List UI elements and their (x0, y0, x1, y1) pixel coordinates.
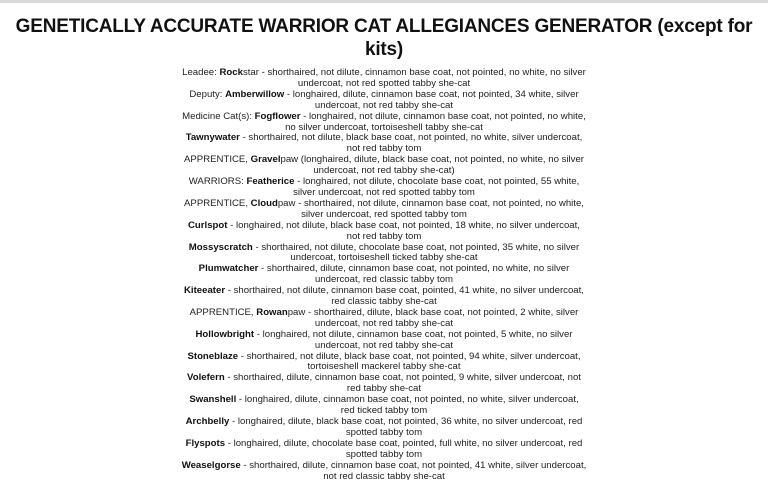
cat-description: - shorthaired, dilute, cinnamon base coat, not pointed, 9 white, silver undercoat, not red tabby she-cat (224, 372, 581, 395)
cat-description: - shorthaired, not dilute, black base coat, not pointed, no white, silver undercoat, not red tabby tom (239, 132, 583, 155)
cat-description: - shorthaired, not dilute, cinnamon base coat, not pointed, no white, no silver undercoat, not red spotted tabby she-cat (258, 67, 586, 89)
cat-name-suffix: paw (277, 197, 296, 209)
cat-description: - longhaired, not dilute, cinnamon base coat, not pointed, no white, no silver undercoat, tortoiseshell tabby she-cat (285, 110, 586, 133)
cat-name-prefix: Volefern (187, 372, 225, 384)
cat-name-prefix: Amberwillow (225, 88, 285, 100)
cat-name-prefix: Archbelly (185, 416, 230, 427)
allegiances-list (182, 68, 587, 480)
cat-entry-warrior (182, 439, 587, 461)
rank-label: Medicine Cat(s): (182, 110, 255, 122)
cat-entry-apprentice (182, 308, 587, 330)
rank-label: WARRIORS: (188, 176, 247, 188)
cat-name-prefix: Flyspots (185, 437, 226, 449)
rank-label: APPRENTICE, (189, 306, 257, 318)
cat-description: - longhaired, dilute, cinnamon base coat, not pointed, 34 white, silver undercoat, not red tabby she-cat (284, 88, 579, 111)
cat-description: - shorthaired, not dilute, chocolate base coat, not pointed, 35 white, no silver undercoat, tortoiseshell ticked tabby she-cat (252, 241, 580, 264)
cat-entry-warrior (182, 330, 587, 352)
cat-name-prefix: Plumwatcher (198, 263, 259, 275)
cat-description: - longhaired, not dilute, cinnamon base coat, not pointed, 5 white, no silver undercoat, not red tabby she-cat (254, 328, 573, 351)
cat-name-prefix: Hollowbright (195, 328, 255, 340)
cat-name-prefix: Kiteeater (184, 285, 226, 297)
cat-entry-warrior (182, 395, 587, 417)
cat-name-prefix: Curlspot (188, 219, 228, 231)
cat-entry-warrior (182, 461, 587, 480)
browser-top-bar (0, 0, 768, 3)
cat-description: - shorthaired, not dilute, cinnamon base coat, not pointed, no white, silver undercoat, red spotted tabby tom (295, 197, 584, 220)
cat-description: - longhaired, not dilute, chocolate base coat, not pointed, 55 white, silver undercoat, not red spotted tabby tom (293, 176, 580, 198)
cat-name-prefix: Tawnywater (185, 132, 240, 144)
cat-entry-warrior (182, 286, 587, 308)
rank-label: APPRENTICE, (184, 154, 251, 166)
cat-description: - longhaired, dilute, cinnamon base coat, not pointed, no white, silver undercoat, red ticked tabby tom (236, 394, 579, 417)
page-content (0, 15, 768, 480)
cat-name-prefix: Stoneblaze (187, 350, 239, 362)
cat-entry-warrior (182, 352, 587, 374)
cat-name-prefix: Mossyscratch (188, 241, 253, 253)
rank-label: Deputy: (189, 88, 226, 100)
cat-entry-apprentice (182, 155, 587, 177)
rank-label: Leadee: (182, 67, 220, 78)
cat-description: (longhaired, dilute, black base coat, not pointed, no white, no silver undercoat, not red tabby she-cat) (298, 154, 584, 177)
cat-name-prefix: Swanshell (189, 394, 237, 406)
cat-name-suffix: paw (280, 154, 299, 166)
cat-name-suffix: paw (287, 306, 306, 318)
cat-name-prefix: Rowan (256, 306, 288, 318)
cat-entry-warrior (182, 243, 587, 265)
cat-entry-warrior (182, 264, 587, 286)
cat-description: - longhaired, not dilute, black base coat, not pointed, 18 white, no silver undercoat, not red tabby tom (227, 219, 580, 242)
cat-entry-warrior (182, 177, 587, 199)
cat-name-prefix: Cloud (250, 197, 278, 209)
cat-name-prefix: Featherice (246, 176, 295, 188)
cat-description: - shorthaired, dilute, cinnamon base coat, not pointed, 41 white, silver undercoat, not red classic tabby she-cat (240, 459, 587, 480)
cat-entry-warrior (182, 417, 587, 439)
cat-entry-medicine-cat (182, 112, 587, 134)
page-title: GENETICALLY ACCURATE WARRIOR CAT ALLEGIANCES GENERATOR (except for kits) (15, 16, 753, 60)
rank-label: APPRENTICE, (184, 197, 251, 209)
cat-entry-apprentice (182, 199, 587, 221)
cat-entry-leader (182, 68, 587, 90)
cat-name-suffix: star (242, 67, 259, 78)
cat-name-prefix: Gravel (250, 154, 281, 166)
cat-entry-warrior (182, 221, 587, 243)
cat-description: - longhaired, dilute, chocolate base coat, pointed, full white, no silver undercoat, red spotted tabby tom (225, 437, 583, 460)
cat-description: - shorthaired, not dilute, black base coat, not pointed, 94 white, silver undercoat, tortoiseshell mackerel tabby she-cat (238, 350, 581, 373)
cat-description: - shorthaired, not dilute, cinnamon base coat, pointed, 41 white, no silver undercoat, red classic tabby she-cat (225, 285, 584, 308)
cat-name-prefix: Fogflower (254, 110, 301, 122)
cat-description: - shorthaired, dilute, black base coat, not pointed, 2 white, silver undercoat, not red tabby she-cat (305, 306, 579, 329)
cat-entry-deputy (182, 90, 587, 112)
cat-name-prefix: Rock (219, 67, 243, 78)
cat-name-prefix: Weaselgorse (181, 459, 241, 471)
cat-entry-medicine-cat (182, 133, 587, 155)
cat-description: - shorthaired, dilute, cinnamon base coat, not pointed, no white, no silver undercoat, red classic tabby tom (258, 263, 570, 286)
cat-entry-warrior (182, 373, 587, 395)
cat-description: - longhaired, dilute, black base coat, not pointed, 36 white, no silver undercoat, red spotted tabby tom (229, 416, 583, 438)
